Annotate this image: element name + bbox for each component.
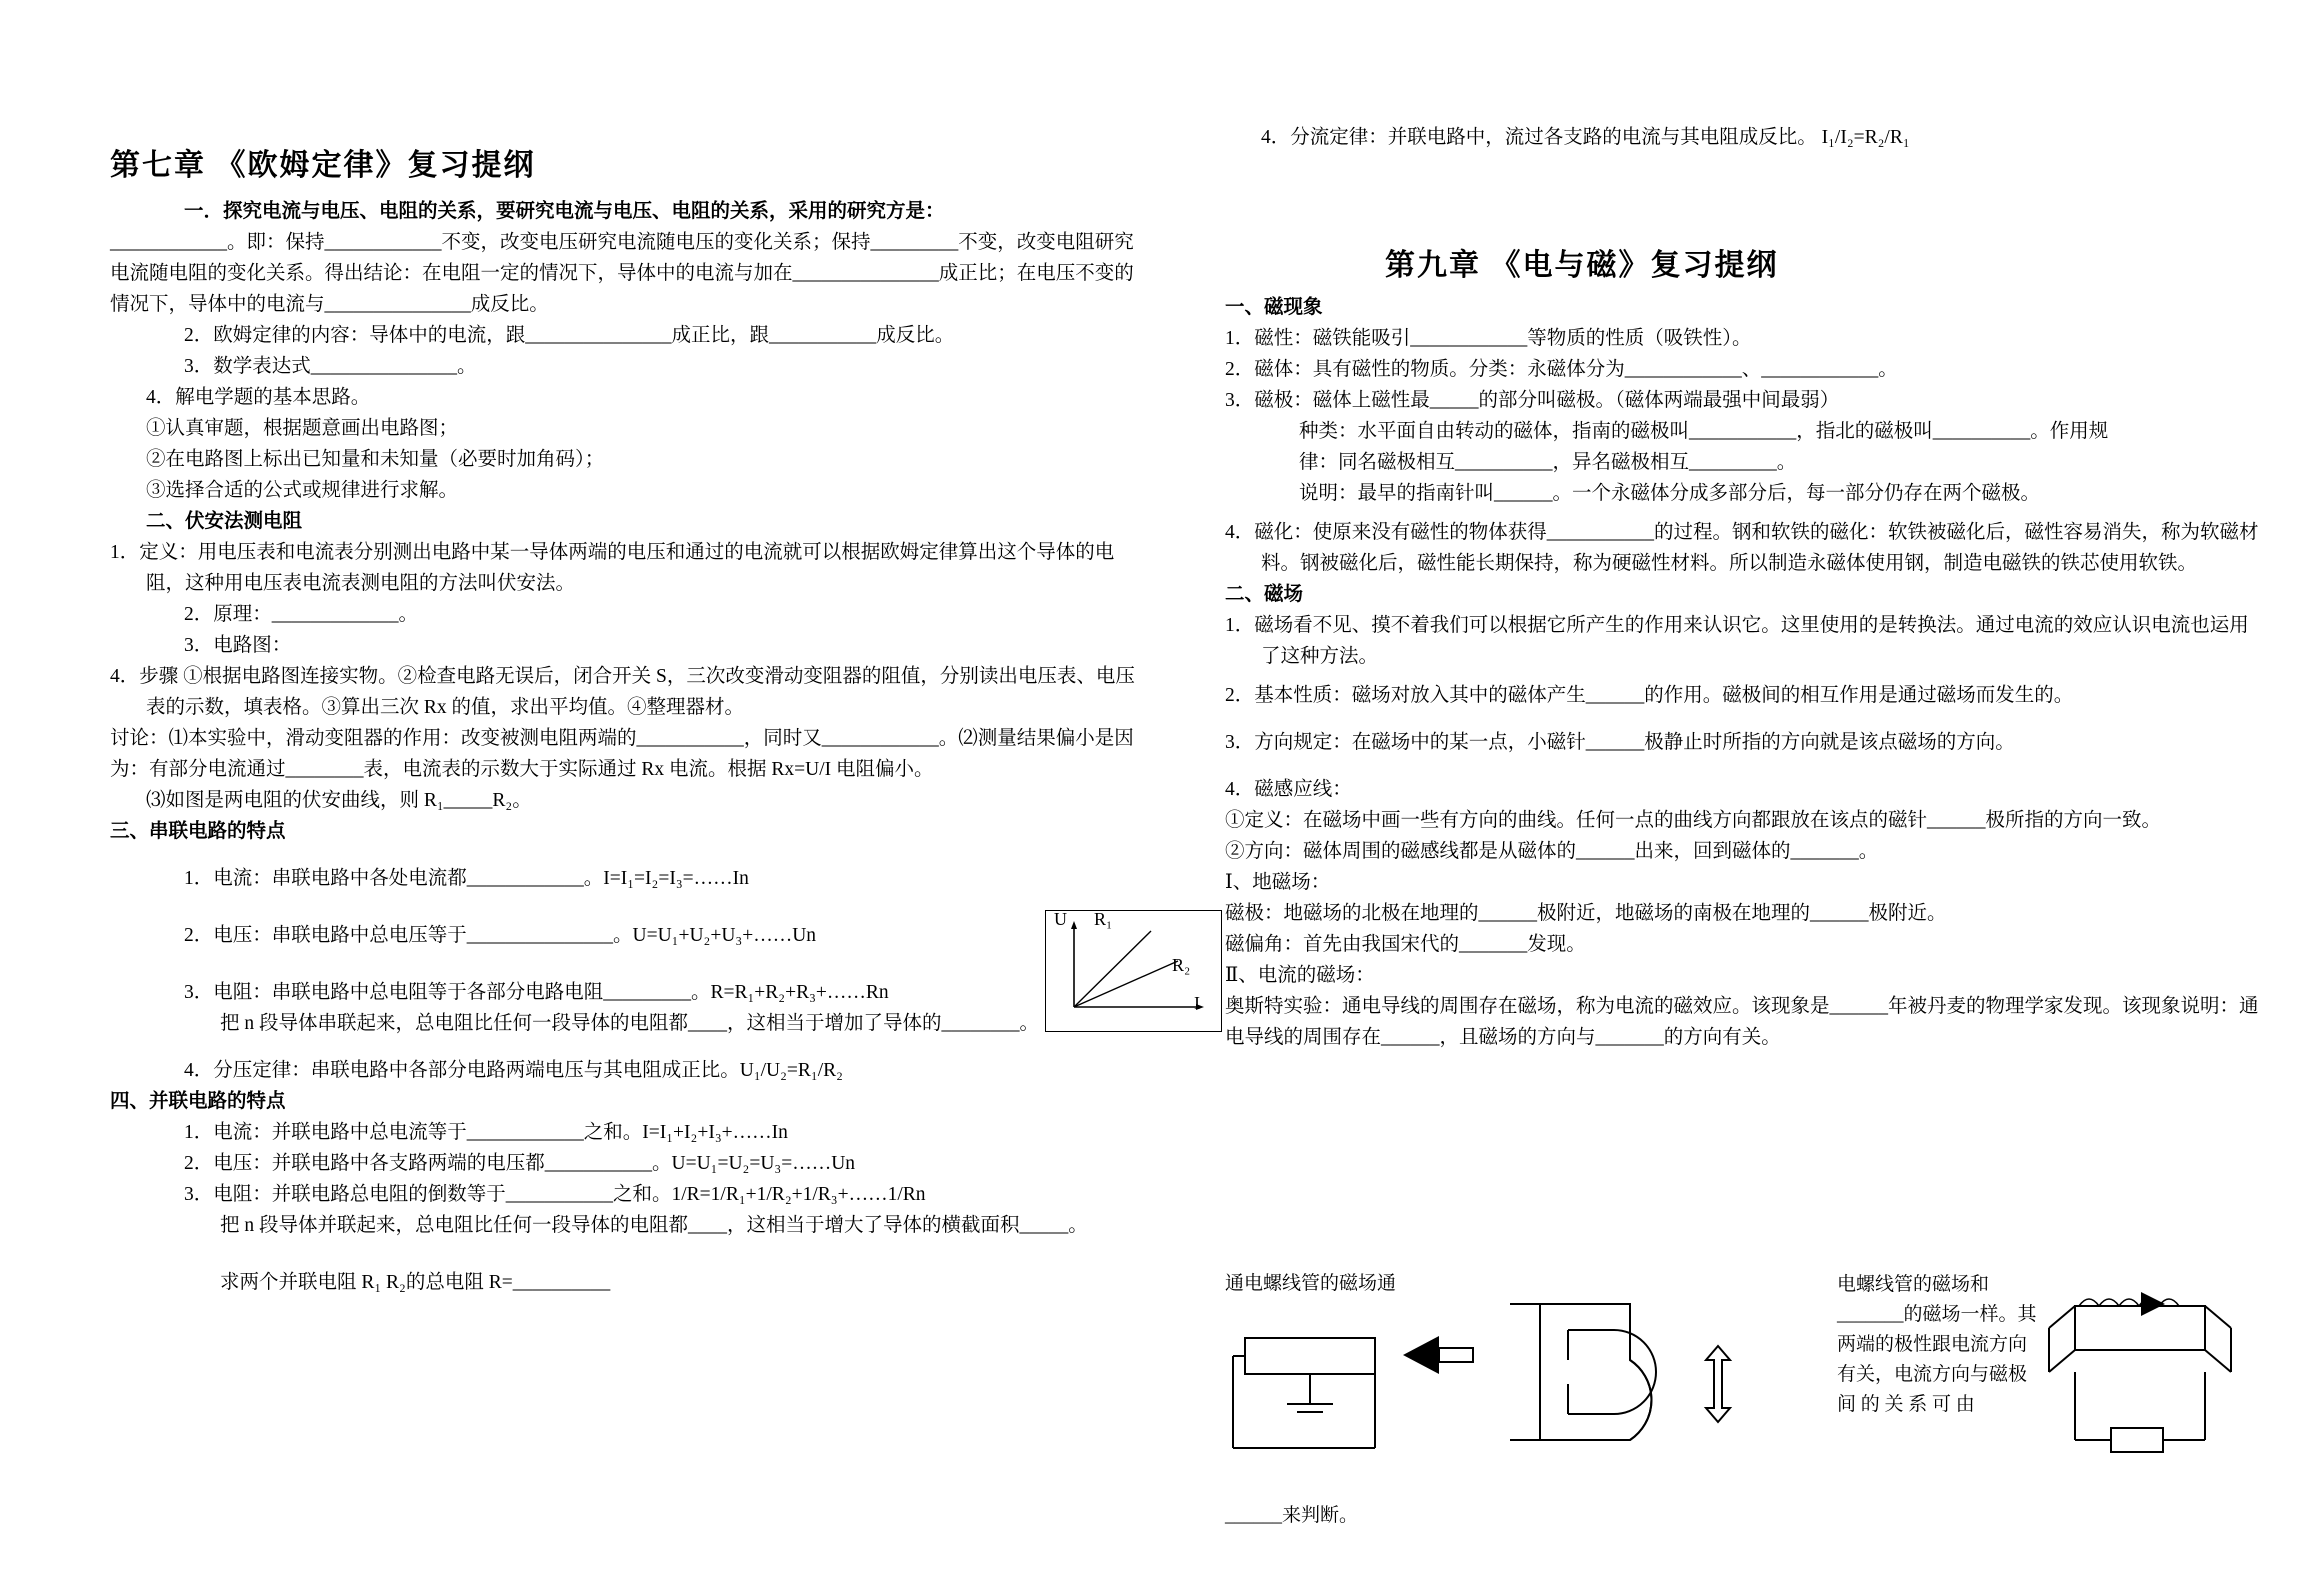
ch7-line-23: 2．电压：并联电路中各支路两端的电压都___________。U=U₁=U₂=U₃=……Un	[184, 1153, 856, 1174]
ch9-line-13: ①定义：在磁场中画一些有方向的曲线。任何一点的曲线方向都跟放在该点的磁针______极所指的方向一致。	[1225, 810, 2162, 831]
ui-axis-i-label: I	[1194, 993, 1200, 1013]
ch9-line-12: 4．磁感应线：	[1225, 779, 1352, 800]
right-figure-caption: 电螺线管的磁场和_______的磁场一样。其两端的极性跟电流方向有关，电流方向与磁极间 的 关 系 可 由	[1837, 1274, 2037, 1415]
ch7-line-7: ③选择合适的公式或规律进行求解。	[146, 480, 459, 501]
ch7-line-12: 4．步骤 ①根据电路图连接实物。②检查电路无误后，闭合开关 S，三次改变滑动变阻器的阻值，分别读出电压表、电压表的示数，填表格。③算出三次 Rx 的值，求出平均值。④整理器材。	[110, 666, 1135, 718]
ui-graph-svg	[1046, 911, 1218, 1028]
ch9-line-0: 一、磁现象	[1225, 297, 1323, 318]
chapter9-figures	[1225, 1270, 2265, 1570]
arrow-left-marker-icon	[1393, 1330, 1483, 1380]
ch7-line-3: 3．数学表达式_______________。	[184, 356, 477, 377]
ch9-line-4: 种类：水平面自由转动的磁体，指南的磁极叫___________，指北的磁极叫__________。作用规	[1299, 421, 2109, 442]
ch9-line-15: Ⅰ、地磁场：	[1225, 872, 1331, 893]
ch7-line-21: 四、并联电路的特点	[110, 1091, 286, 1112]
ui-axis-u-label: U	[1054, 909, 1067, 929]
ch9-line-5: 律：同名磁极相互__________，异名磁极相互_________。	[1299, 452, 1797, 473]
ch7-line-2: 2．欧姆定律的内容：导体中的电流，跟_______________成正比，跟___________成反比。	[184, 325, 955, 346]
ch7-line-18: 3．电阻：串联电路中总电阻等于各部分电路电阻_________。R=R₁+R₂+R₃+……Rn	[184, 982, 889, 1003]
ch9-line-9: 1．磁场看不见、摸不着我们可以根据它所产生的作用来认识它。这里使用的是转换法。通过电流的效应认识电流也运用了这种方法。	[1225, 615, 2249, 667]
ch7-line-0: 一．探究电流与电压、电阻的关系，要研究电流与电压、电阻的关系，采用的研究方是：	[184, 201, 945, 222]
ch7-line-9: 1．定义：用电压表和电流表分别测出电路中某一导体两端的电压和通过的电流就可以根据欧姆定律算出这个导体的电阻，这种用电压表电流表测电阻的方法叫伏安法。	[110, 542, 1115, 594]
solenoid-figure-caption: 通电螺线管的磁场通	[1225, 1273, 1397, 1294]
chapter7-carryover	[1225, 122, 2265, 153]
ui-curve-r2-label: R₂	[1172, 955, 1191, 975]
ch7-line-19: 把 n 段导体串联起来，总电阻比任何一段导体的电阻都____，这相当于增加了导体的________。	[220, 1013, 1040, 1034]
chapter7-body	[110, 196, 1140, 1298]
ch7-line-22: 1．电流：并联电路中总电流等于____________之和。I=I₁+I₂+I₃+……In	[184, 1122, 788, 1143]
ch7-line-1: ____________。即：保持____________不变，改变电压研究电流随电压的变化关系；保持_________不变，改变电阻研究电流随电阻的变化关系。得出结论：在电阻一定的情况下，导体中的电流与加在_______________成正比；在电压不变的情况下，导体中的电流与_______________成反比。	[110, 232, 1134, 315]
chapter9-body	[1225, 292, 2265, 1053]
ch9-line-19: 奥斯特实验：通电导线的周围存在磁场，称为电流的磁效应。该现象是______年被丹麦的物理学家发现。该现象说明：通电导线的周围存在______，且磁场的方向与_______的方向有关。	[1225, 996, 2259, 1048]
ch9-line-1: 1．磁性：磁铁能吸引____________等物质的性质（吸铁性）。	[1225, 328, 1752, 349]
ch9-pre-line: 4．分流定律：并联电路中，流过各支路的电流与其电阻成反比。 I₁/I₂=R₂/R₁	[1261, 127, 1910, 148]
ch9-line-6: 说明：最早的指南针叫______。一个永磁体分成多部分后，每一部分仍存在两个磁极。	[1299, 483, 2041, 504]
ch9-line-7: 4．磁化：使原来没有磁性的物体获得___________的过程。钢和软铁的磁化：软铁被磁化后，磁性容易消失，称为软磁材料。钢被磁化后，磁性能长期保持，称为硬磁性材料。所以制造永磁体使用钢，制造电磁铁的铁芯使用软铁。	[1225, 522, 2259, 574]
ui-characteristic-figure	[1045, 910, 1222, 1032]
ch9-line-8: 二、磁场	[1225, 584, 1304, 605]
ch7-line-25: 把 n 段导体并联起来，总电阻比任何一段导体的电阻都____，这相当于增大了导体的横截面积_____。	[220, 1215, 1088, 1236]
chapter7-title: 第七章 《欧姆定律》复习提纲	[110, 149, 536, 182]
ch7-line-8: 二、伏安法测电阻	[146, 511, 303, 532]
ch7-line-13: 讨论：⑴本实验中，滑动变阻器的作用：改变被测电阻两端的___________，同时又____________。⑵测量结果偏小是因为：有部分电流通过________表，电流表的示数大于实际通过 Rx 电流。根据 Rx=U/I 电阻偏小。	[110, 728, 1134, 780]
ch7-line-10: 2．原理：_____________。	[184, 604, 419, 625]
ch7-line-6: ②在电路图上标出已知量和未知量（必要时加角码）；	[146, 449, 605, 470]
ui-curve-r1-label: R₁	[1094, 909, 1113, 929]
ch9-line-14: ②方向：磁体周围的磁感线都是从磁体的______出来，回到磁体的_______。	[1225, 841, 1879, 862]
electromagnet-circuit-icon	[2045, 1290, 2260, 1480]
ch9-line-16: 磁极：地磁场的北极在地理的______极附近，地磁场的南极在地理的______极附近。	[1225, 903, 1947, 924]
solenoid-figure-note: ______来判断。	[1225, 1505, 1359, 1526]
ch7-line-14: ⑶如图是两电阻的伏安曲线，则 R₁_____R₂。	[146, 790, 532, 811]
ch9-line-2: 2．磁体：具有磁性的物质。分类：永磁体分为____________、____________。	[1225, 359, 1898, 380]
ch7-line-5: ①认真审题，根据题意画出电路图；	[146, 418, 459, 439]
ch9-line-3: 3．磁极：磁体上磁性最_____的部分叫磁极。（磁体两端最强中间最弱）	[1225, 390, 1840, 411]
ch9-line-11: 3．方向规定：在磁场中的某一点，小磁针______极静止时所指的方向就是该点磁场的方向。	[1225, 732, 2015, 753]
ch7-line-15: 三、串联电路的特点	[110, 821, 286, 842]
ch9-line-17: 磁偏角：首先由我国宋代的_______发现。	[1225, 934, 1586, 955]
ch9-line-10: 2．基本性质：磁场对放入其中的磁体产生______的作用。磁极间的相互作用是通过磁场而发生的。	[1225, 685, 2074, 706]
ch7-line-16: 1．电流：串联电路中各处电流都____________。I=I₁=I₂=I₃=……In	[184, 868, 749, 889]
ch7-line-20: 4．分压定律：串联电路中各部分电路两端电压与其电阻成正比。U₁/U₂=R₁/R₂	[184, 1060, 843, 1081]
ch7-line-17: 2．电压：串联电路中总电压等于_______________。U=U₁+U₂+U₃+……Un	[184, 925, 817, 946]
ch7-line-4: 4．解电学题的基本思路。	[146, 387, 371, 408]
ch7-line-24: 3．电阻：并联电路总电阻的倒数等于___________之和。1/R=1/R₁+1/R₂+1/R₃+……1/Rn	[184, 1184, 926, 1205]
ch7-line-26: 求两个并联电阻 R₁ R₂的总电阻 R=__________	[220, 1272, 611, 1293]
ch9-line-18: Ⅱ、电流的磁场：	[1225, 965, 1375, 986]
horseshoe-magnet-icon	[1510, 1290, 1770, 1490]
ch7-line-11: 3．电路图：	[184, 635, 292, 656]
chapter9-title: 第九章 《电与磁》复习提纲	[1385, 249, 1779, 282]
